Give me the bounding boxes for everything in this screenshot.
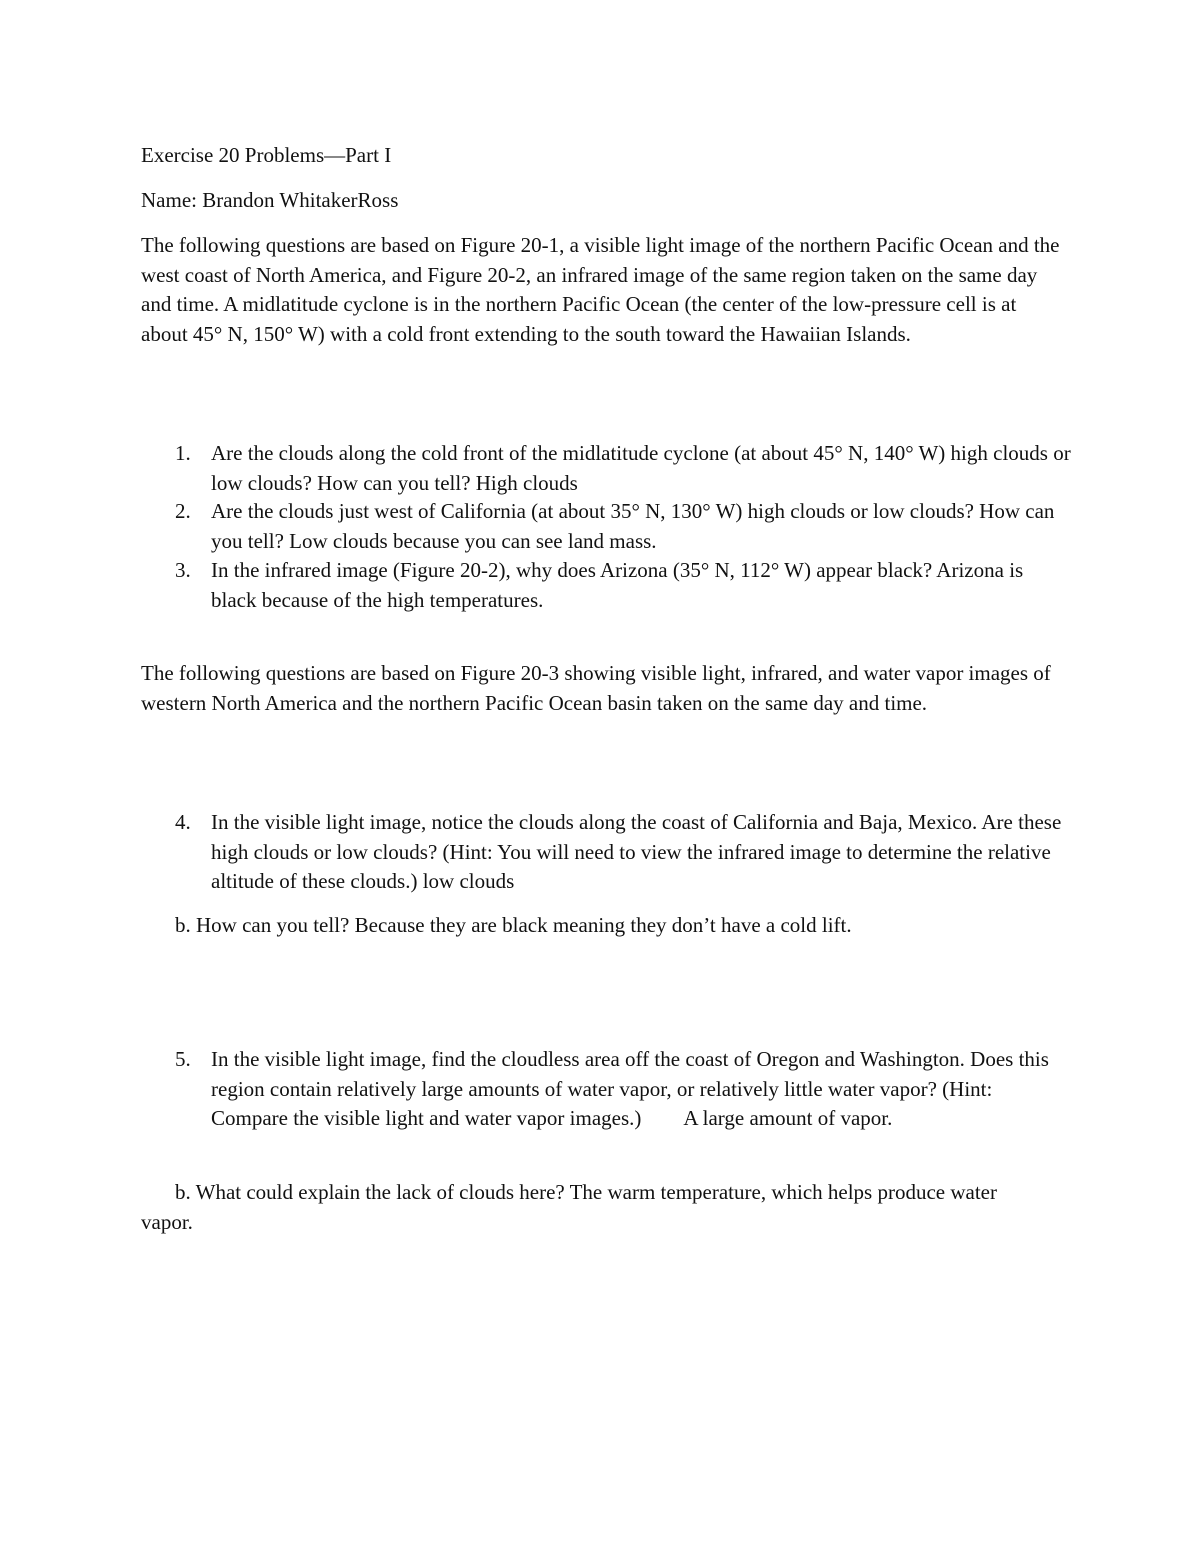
intro-paragraph-1: The following questions are based on Figure 20-1, a visible light image of the northern Pacific Ocean and the west coast of North America, and Figure 20-2, an infrared image of the same region taken on the same day and time. A midlatitude cyclone is in the northern Pacific Ocean (the center of the low-pressure cell is at about 45° N, 150° W) with a cold front extending to the south toward the Hawaiian Islands.: [141, 233, 1060, 346]
question-number: 3.: [175, 558, 191, 582]
document-title: Exercise 20 Problems—Part I: [141, 143, 392, 167]
question-3: In the infrared image (Figure 20-2), why does Arizona (35° N, 112° W) appear black? Arizona is black because of the high temperatures.: [211, 558, 1024, 612]
question-number: 2.: [175, 499, 191, 523]
question-5: In the visible light image, find the cloudless area off the coast of Oregon and Washington. Does this region contain relatively large amounts of water vapor, or relatively little water vapor? (Hint: Compare the visible light and water vapor images.) A large amount of vapor.: [211, 1047, 1049, 1130]
question-number: 5.: [175, 1047, 191, 1071]
student-name: Name: Brandon WhitakerRoss: [141, 188, 399, 212]
question-2: Are the clouds just west of California (at about 35° N, 130° W) high clouds or low clouds? How can you tell? Low clouds because you can see land mass.: [211, 499, 1055, 553]
question-4b: b. How can you tell? Because they are black meaning they don’t have a cold lift.: [175, 913, 852, 937]
question-1: Are the clouds along the cold front of the midlatitude cyclone (at about 45° N, 140° W) high clouds or low clouds? How can you tell? High clouds: [211, 441, 1071, 495]
intro-paragraph-2: The following questions are based on Figure 20-3 showing visible light, infrared, and water vapor images of western North America and the northern Pacific Ocean basin taken on the same day and time.: [141, 661, 1051, 715]
question-4: In the visible light image, notice the clouds along the coast of California and Baja, Mexico. Are these high clouds or low clouds? (Hint: You will need to view the infrared image to determine the relative altitude of these clouds.) low clouds: [211, 810, 1062, 893]
question-number: 4.: [175, 810, 191, 834]
question-number: 1.: [175, 441, 191, 465]
question-5b: b. What could explain the lack of clouds here? The warm temperature, which helps produce water vapor.: [141, 1180, 997, 1234]
